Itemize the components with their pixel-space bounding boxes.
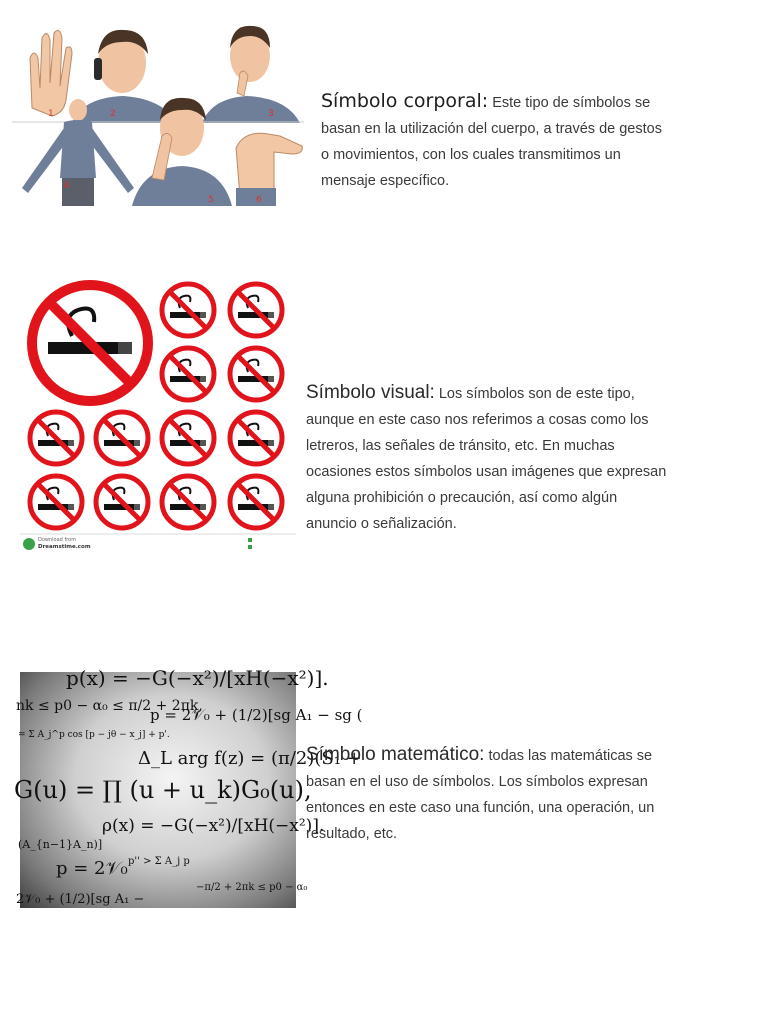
math-formulas-image: [14, 666, 363, 908]
watermark-download-text: Download from: [38, 537, 77, 543]
figure-label-6: 6: [256, 195, 262, 205]
figure-label-5: 5: [208, 195, 214, 205]
math-formula: Δ_L arg f(z) = (π/2)(S₁ +: [138, 748, 362, 769]
visual-symbol-text: Los símbolos son de este tipo, aunque en este caso nos referimos a cosas como los letreros, las señales de tránsito, etc. En muchas ocasiones estos símbolos usan imágenes que expresan alguna prohibición o precaución, así como algún anuncio o señalización.: [306, 386, 667, 532]
math-formula: = Σ A_j^p cos [p − jθ − x_j] + p'.: [18, 730, 170, 740]
no-smoking-sign-large: [32, 285, 148, 401]
body-symbol-paragraph: [321, 88, 666, 194]
no-smoking-sign: [162, 348, 214, 400]
body-gestures-illustration: [12, 18, 304, 206]
math-formula: (A_{n−1}A_n)]: [18, 838, 103, 851]
math-formula: −π/2 + 2πk ≤ p0 − α₀: [196, 882, 308, 893]
no-smoking-signs-grid: [20, 276, 296, 554]
math-symbol-heading: Símbolo matemático:: [306, 744, 485, 765]
math-formula: p = 2𝒱₀: [56, 858, 128, 879]
math-formula: p'' > Σ A_j p: [128, 856, 190, 867]
no-smoking-sign: [96, 476, 148, 528]
math-formula: nk ≤ p0 − α₀ ≤ π/2 + 2πk,: [16, 698, 203, 714]
figure-label-3: 3: [268, 109, 274, 119]
math-formula: p(x) = −G(−x²)/[xH(−x²)].: [66, 666, 329, 690]
math-symbol-paragraph: [306, 742, 656, 847]
no-smoking-sign: [230, 412, 282, 464]
no-smoking-sign: [230, 476, 282, 528]
dreamstime-logo-icon: [23, 538, 35, 550]
no-smoking-signs-image: [20, 276, 296, 554]
no-smoking-sign: [162, 284, 214, 336]
body-symbol-heading: Símbolo corporal:: [321, 90, 489, 112]
figure-label-2: 2: [110, 109, 116, 119]
math-formula: G(u) = ∏ (u + u_k)G₀(u),: [14, 776, 312, 804]
no-smoking-sign: [162, 412, 214, 464]
body-gestures-image: [12, 18, 304, 206]
no-smoking-sign: [30, 476, 82, 528]
no-smoking-sign: [30, 412, 82, 464]
math-formula: 2𝒱₀ + (1/2)[sg A₁ −: [16, 892, 145, 907]
visual-symbol-paragraph: [306, 380, 668, 537]
no-smoking-sign: [96, 412, 148, 464]
watermark-site-text: Dreamstime.com: [38, 544, 91, 550]
math-formula: p = 2𝒱₀ + (1/2)[sg A₁ − sg (: [150, 706, 363, 724]
no-smoking-sign: [162, 476, 214, 528]
visual-symbol-heading: Símbolo visual:: [306, 382, 435, 403]
no-smoking-sign: [230, 284, 282, 336]
no-smoking-sign: [230, 348, 282, 400]
figure-label-4: 4: [64, 181, 70, 191]
body-symbol-text: Este tipo de símbolos se basan en la utilización del cuerpo, a través de gestos o movimientos, con los cuales transmitimos un mensaje específico.: [321, 95, 662, 189]
math-symbol-text: todas las matemáticas se basan en el uso de símbolos. Los símbolos expresan entonces en este caso una función, una operación, un resultado, etc.: [306, 748, 655, 842]
math-formula: ρ(x) = −G(−x²)/[xH(−x²)].: [102, 816, 325, 836]
figure-label-1: 1: [48, 109, 54, 119]
